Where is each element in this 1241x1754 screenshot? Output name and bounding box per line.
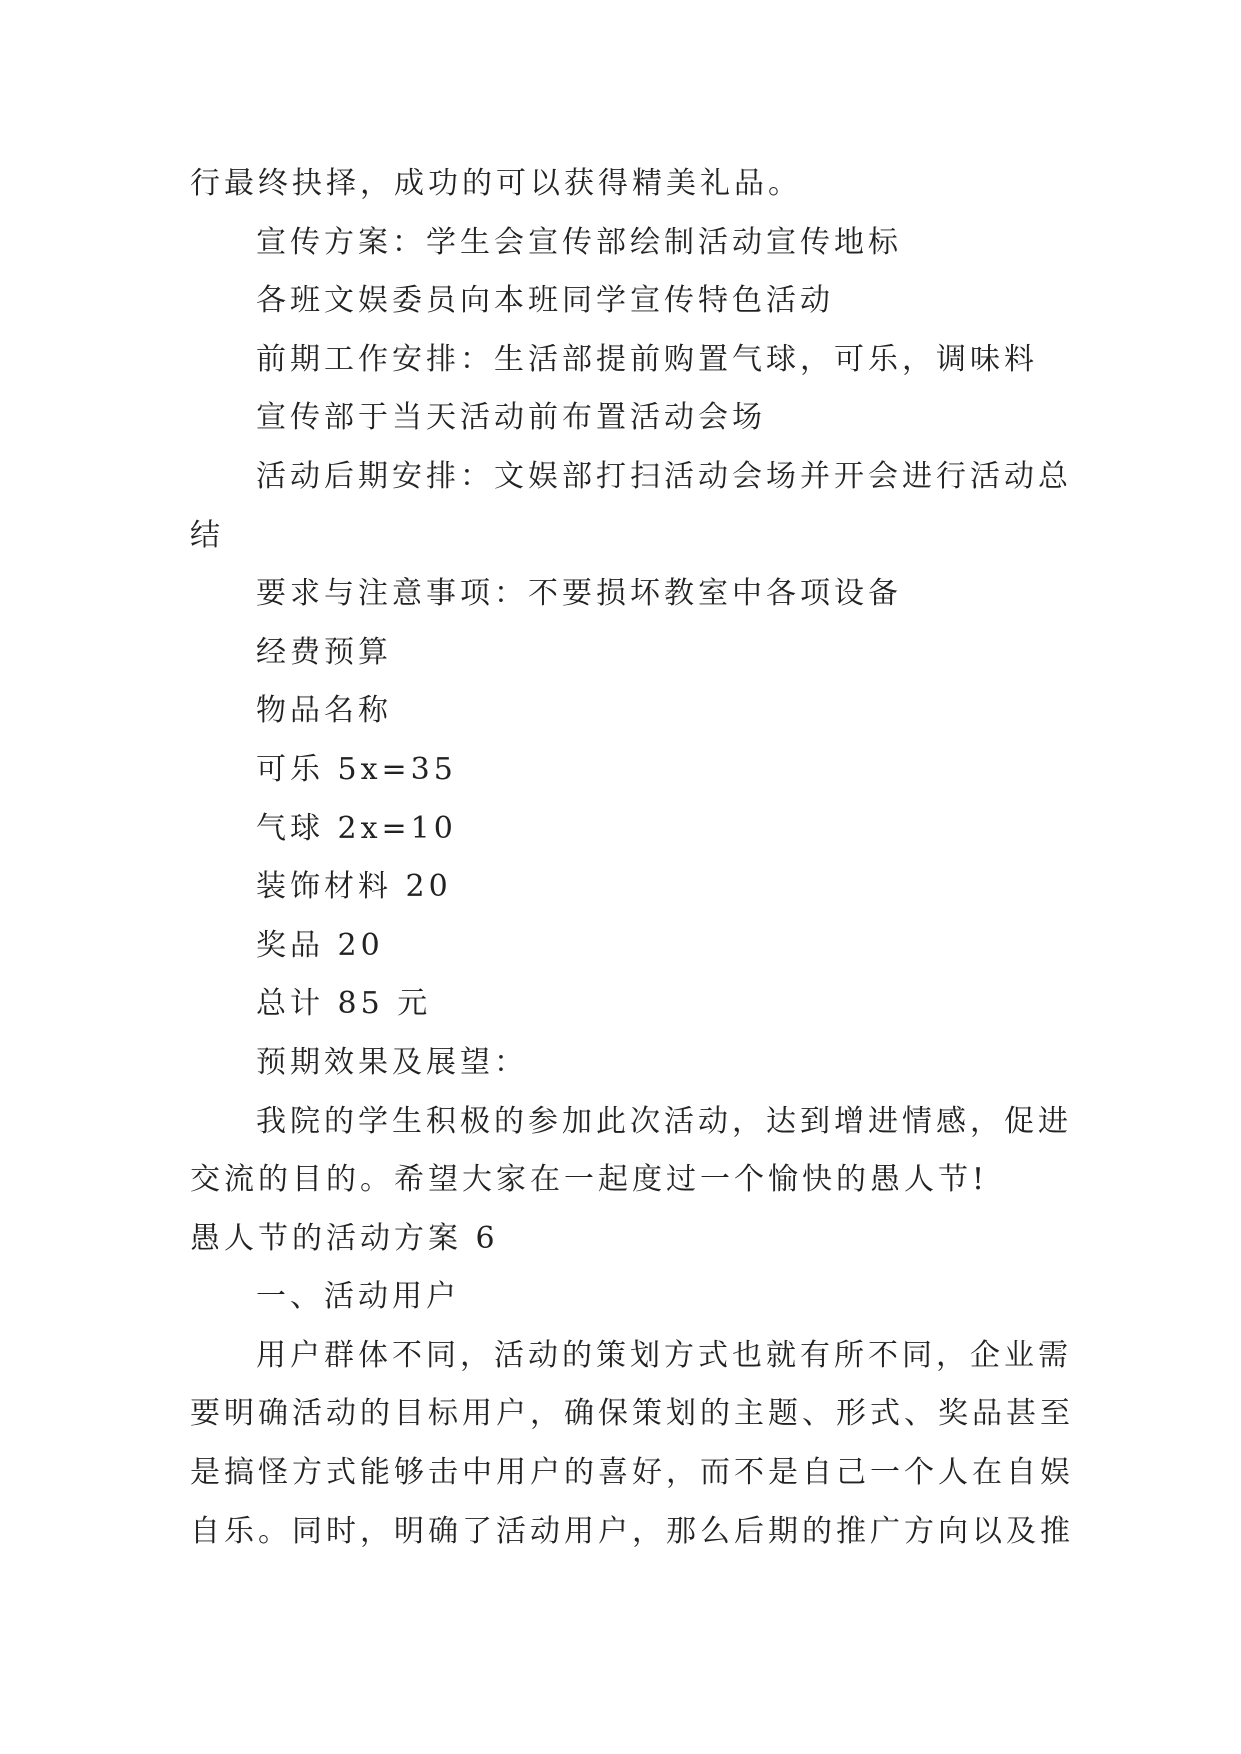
paragraph-line: 前期工作安排：生活部提前购置气球，可乐，调味料	[256, 341, 1038, 377]
document-title: 愚人节的活动方案 6	[190, 1220, 499, 1256]
paragraph-line: 要求与注意事项：不要损坏教室中各项设备	[256, 576, 902, 612]
budget-item: 奖品 20	[256, 927, 384, 963]
paragraph-line: 要明确活动的目标用户，确保策划的主题、形式、奖品甚至	[190, 1396, 1074, 1432]
paragraph-line: 宣传部于当天活动前布置活动会场	[256, 400, 766, 436]
paragraph-line: 用户群体不同，活动的策划方式也就有所不同，企业需	[256, 1337, 1072, 1373]
section-heading: 预期效果及展望：	[256, 1044, 528, 1080]
paragraph-line: 我院的学生积极的参加此次活动，达到增进情感，促进	[256, 1103, 1072, 1139]
paragraph-line: 行最终抉择，成功的可以获得精美礼品。	[190, 166, 802, 201]
paragraph-line: 活动后期安排：文娱部打扫活动会场并开会进行活动总	[256, 458, 1072, 494]
budget-item: 可乐 5x=35	[256, 751, 457, 787]
paragraph-line: 宣传方案：学生会宣传部绘制活动宣传地标	[256, 224, 902, 260]
paragraph-line: 结	[190, 517, 224, 553]
paragraph-line: 交流的目的。希望大家在一起度过一个愉快的愚人节!	[190, 1162, 989, 1198]
document-body	[190, 155, 1074, 1561]
budget-header: 物品名称	[256, 693, 392, 729]
budget-total: 总计 85 元	[256, 986, 432, 1022]
paragraph-line: 自乐。同时，明确了活动用户，那么后期的推广方向以及推	[190, 1513, 1074, 1549]
paragraph-line: 是搞怪方式能够击中用户的喜好，而不是自己一个人在自娱	[190, 1455, 1074, 1491]
section-heading: 经费预算	[256, 634, 392, 670]
budget-item: 装饰材料 20	[256, 869, 452, 905]
paragraph-line: 各班文娱委员向本班同学宣传特色活动	[256, 283, 834, 319]
section-heading: 一、活动用户	[256, 1279, 460, 1315]
budget-item: 气球 2x=10	[256, 810, 457, 846]
